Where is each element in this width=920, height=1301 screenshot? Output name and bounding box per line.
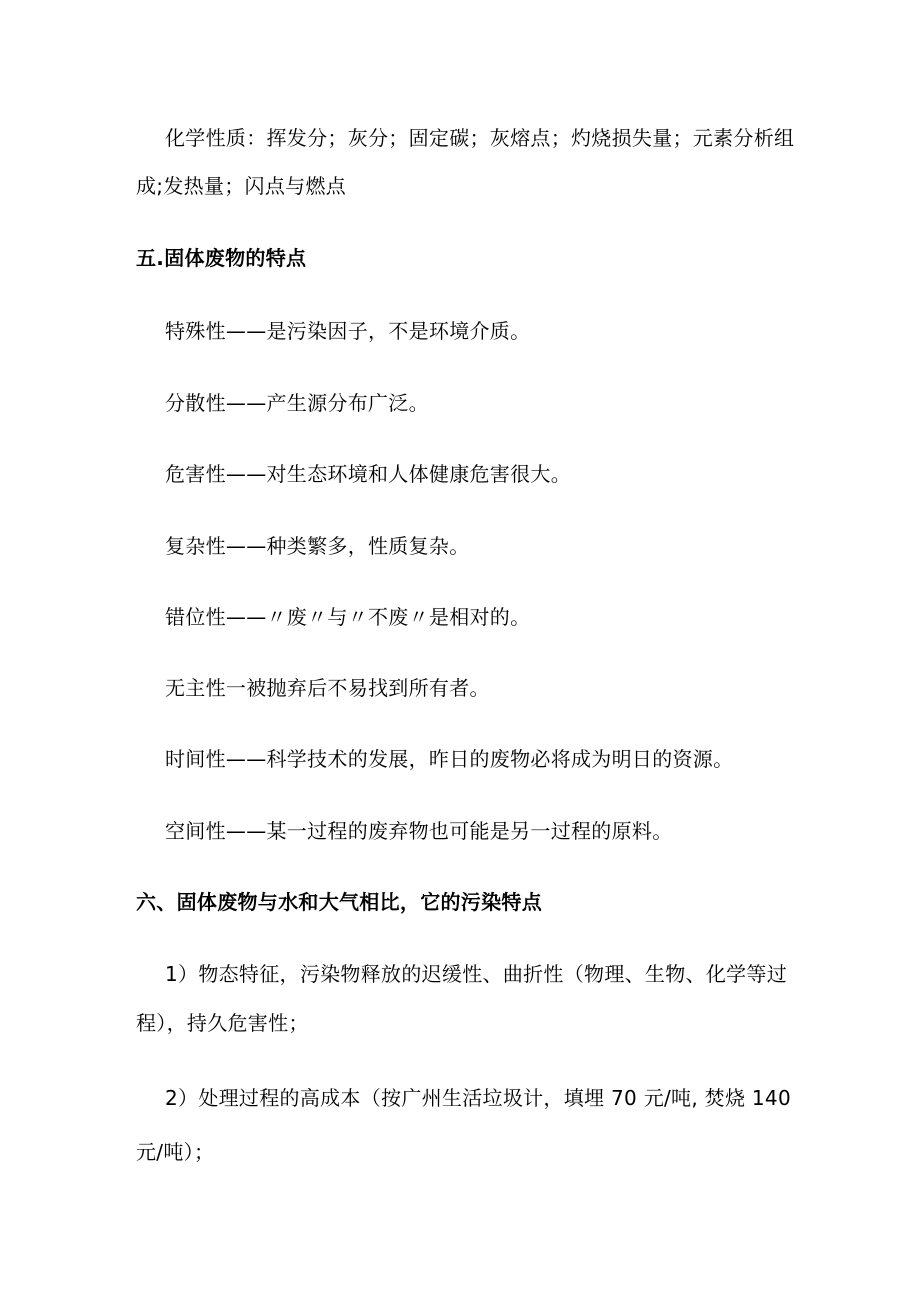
- section-5-item-dispersed: 分散性——产生源分布广泛。: [165, 391, 429, 415]
- section-5-item-spatial: 空间性——某一过程的废弃物也可能是另一过程的原料。: [165, 819, 673, 843]
- chem-props-line-1: 化学性质：挥发分；灰分；固定碳；灰熔点；灼烧损失量；元素分析组: [165, 126, 795, 150]
- section-5-item-hazard: 危害性——对生态环境和人体健康危害很大。: [165, 462, 571, 486]
- section-5-item-temporal: 时间性——科学技术的发展，昨日的废物必将成为明日的资源。: [165, 747, 734, 771]
- section-5-title: 五.固体废物的特点: [136, 246, 307, 270]
- section-6-title: 六、固体废物与水和大气相比，它的污染特点: [136, 890, 542, 914]
- section-6-point-2-line-2: 元/吨）；: [136, 1140, 215, 1164]
- section-5-item-ownerless: 无主性一被抛弃后不易找到所有者。: [165, 676, 490, 700]
- chem-props-line-2: 成;发热量；闪点与燃点: [136, 174, 347, 198]
- section-6-point-1-line-1: 1）物态特征，污染物释放的迟缓性、曲折性（物理、生物、化学等过: [165, 962, 788, 986]
- section-5-item-complex: 复杂性——种类繁多，性质复杂。: [165, 534, 470, 558]
- section-5-item-special: 特殊性——是污染因子，不是环境介质。: [165, 319, 531, 343]
- section-5-item-relative: 错位性——〃废〃与〃不废〃是相对的。: [165, 605, 531, 629]
- section-6-point-2-line-1: 2）处理过程的高成本（按广州生活垃圾计，填埋 70 元/吨, 焚烧 140: [165, 1086, 791, 1110]
- section-6-point-1-line-2: 程），持久危害性；: [136, 1011, 309, 1035]
